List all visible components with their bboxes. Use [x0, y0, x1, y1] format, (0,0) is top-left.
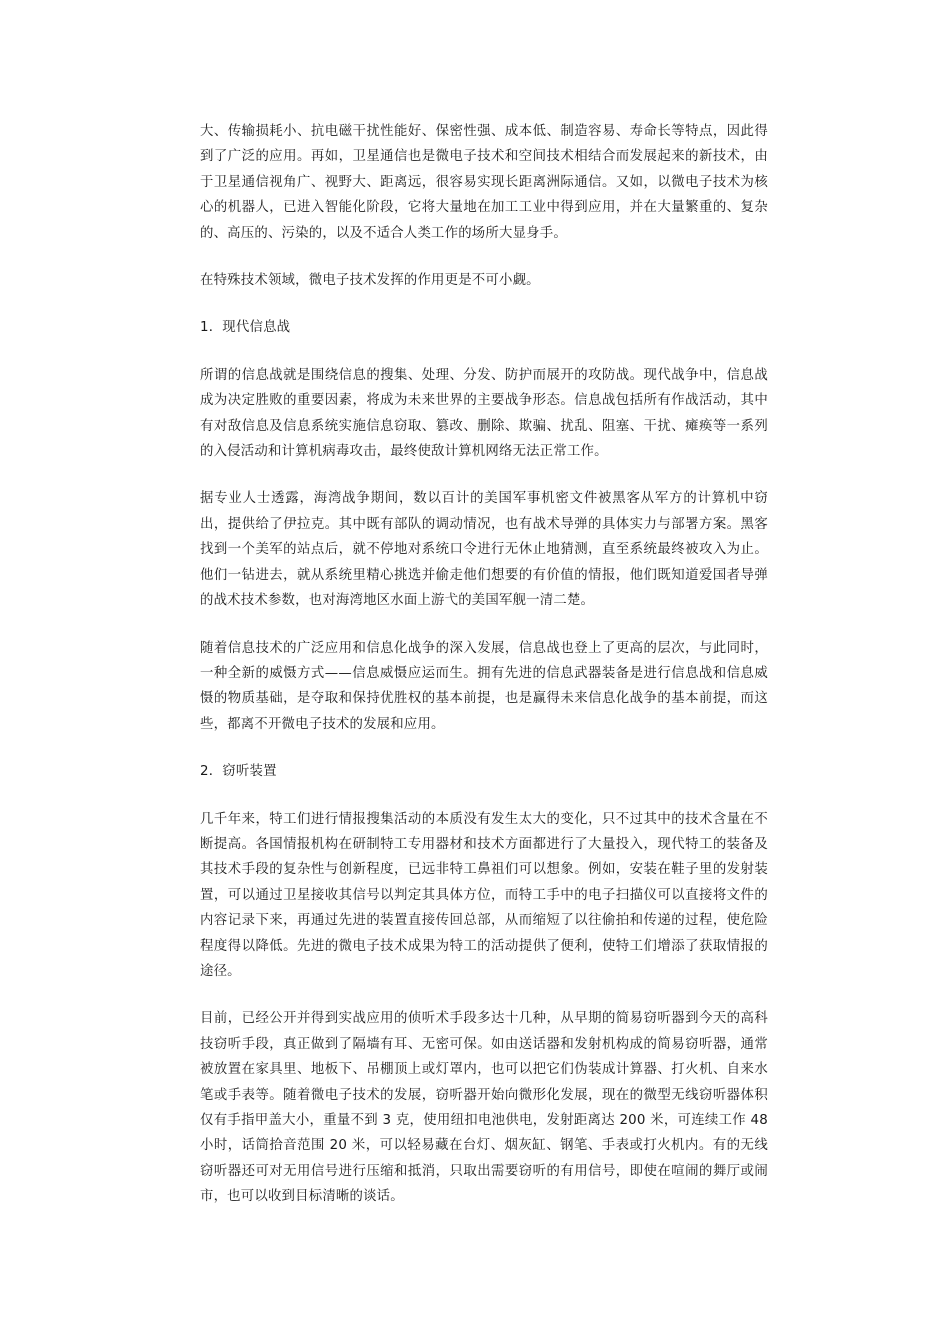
paragraph-gulf-war: 据专业人士透露，海湾战争期间，数以百计的美国军事机密文件被黑客从军方的计算机中窃出，提供给了伊拉克。其中既有部队的调动情况，也有战术导弹的具体实力与部署方案。黑客找到一个美军的站点后，就不停地对系统口令进行无休止地猜测，直至系统最终被攻入为止。他们一钻进去，就从系统里精心挑选并偷走他们想要的有价值的情报，他们既知道爱国者导弹的战术技术参数，也对海湾地区水面上游弋的美国军舰一清二楚。	[200, 491, 768, 609]
paragraph-intro: 大、传输损耗小、抗电磁干扰性能好、保密性强、成本低、制造容易、寿命长等特点，因此得到了广泛的应用。再如，卫星通信也是微电子技术和空间技术相结合而发展起来的新技术，由于卫星通信视角广、视野大、距离远，很容易实现长距离洲际通信。又如，以微电子技术为核心的机器人，已进入智能化阶段，它将大量地在加工工业中得到应用，并在大量繁重的、复杂的、高压的、污染的，以及不适合人类工作的场所大显身手。	[200, 124, 768, 241]
paragraph-information-deterrence: 随着信息技术的广泛应用和信息化战争的深入发展，信息战也登上了更高的层次，与此同时，一种全新的威慑方式——信息威慑应运而生。拥有先进的信息武器装备是进行信息战和信息威慑的物质基础，是夺取和保持优胜权的基本前提，也是赢得未来信息化战争的基本前提，而这些，都离不开微电子技术的发展和应用。	[200, 640, 768, 732]
document-body	[200, 119, 768, 1210]
paragraph-information-warfare: 所谓的信息战就是围绕信息的搜集、处理、分发、防护而展开的攻防战。现代战争中，信息战成为决定胜败的重要因素，将成为未来世界的主要战争形态。信息战包括所有作战活动，其中有对敌信息及信息系统实施信息窃取、篡改、删除、欺骗、扰乱、阻塞、干扰、瘫痪等一系列的入侵活动和计算机病毒攻击，最终使敌计算机网络无法正常工作。	[200, 367, 768, 460]
paragraph-agents: 几千年来，特工们进行情报搜集活动的本质没有发生太大的变化，只不过其中的技术含量在不断提高。各国情报机构在研制特工专用器材和技术方面都进行了大量投入，现代特工的装备及其技术手段的复杂性与创新程度，已远非特工鼻祖们可以想象。例如，安装在鞋子里的发射装置，可以通过卫星接收其信号以判定其具体方位，而特工手中的电子扫描仪可以直接将文件的内容记录下来，再通过先进的装置直接传回总部，从而缩短了以往偷拍和传递的过程，使危险程度得以降低。先进的微电子技术成果为特工的活动提供了便利，使特工们增添了获取情报的途径。	[200, 811, 768, 979]
section-heading-eavesdropping: 2．窃听装置	[200, 764, 277, 780]
section-heading-information-warfare: 1．现代信息战	[200, 320, 291, 336]
paragraph-special-fields: 在特殊技术领域，微电子技术发挥的作用更是不可小觑。	[200, 273, 540, 289]
paragraph-bugging-devices: 目前，已经公开并得到实战应用的侦听术手段多达十几种，从早期的简易窃听器到今天的高科技窃听手段，真正做到了隔墙有耳、无密可保。如由送话器和发射机构成的简易窃听器，通常被放置在家具里、地板下、吊棚顶上或灯罩内，也可以把它们伪装成计算器、打火机、自来水笔或手表等。随着微电子技术的发展，窃听器开始向微形化发展，现在的微型无线窃听器体积仅有手指甲盖大小，重量不到 3 克，使用纽扣电池供电，发射距离达 200 米，可连续工作 48 小时，话筒拾音范围 20 米，可以轻易藏在台灯、烟灰缸、钢笔、手表或打火机内。有的无线窃听器还可对无用信号进行压缩和抵消，只取出需要窃听的有用信号，即使在喧闹的舞厅或闹市，也可以收到目标清晰的谈话。	[200, 1011, 768, 1205]
